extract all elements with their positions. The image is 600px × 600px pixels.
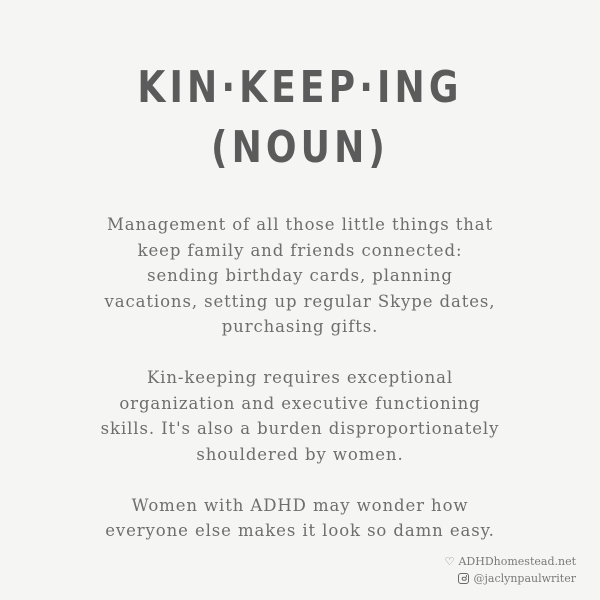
explanation-line: organization and executive functioning [119,393,481,413]
closing-line: everyone else makes it look so damn easy. [105,521,495,540]
paragraph-gap [60,340,540,366]
explanation-line: skills. It's also a burden disproportionately [100,419,500,438]
definition-line: vacations, setting up regular Skype dates, [104,291,496,311]
credits [445,553,576,587]
definition-line: Management of all those little things that [106,215,494,234]
explanation-line: shouldered by women. [196,444,404,464]
instagram-icon [458,573,469,584]
website-credit [445,553,576,570]
title-word: KIN·KEEP·ING [137,62,463,113]
paragraph-gap [60,467,540,493]
explanation-line: Kin-keeping requires exceptional [146,368,454,387]
website-link: ADHDhomestead.net [458,555,576,568]
definition-text [60,212,540,544]
title-part-of-speech: (NOUN) [211,122,389,173]
definition-line: purchasing gifts. [221,317,379,336]
definition-line: sending birthday cards, planning [147,266,453,285]
social-credit [445,570,576,587]
definition-line: keep family and friends connected: [137,240,463,260]
page-title [54,58,546,178]
social-handle: @jaclynpaulwriter [473,572,576,585]
heart-icon: ♡ [444,555,455,568]
closing-line: Women with ADHD may wonder how [131,495,469,515]
